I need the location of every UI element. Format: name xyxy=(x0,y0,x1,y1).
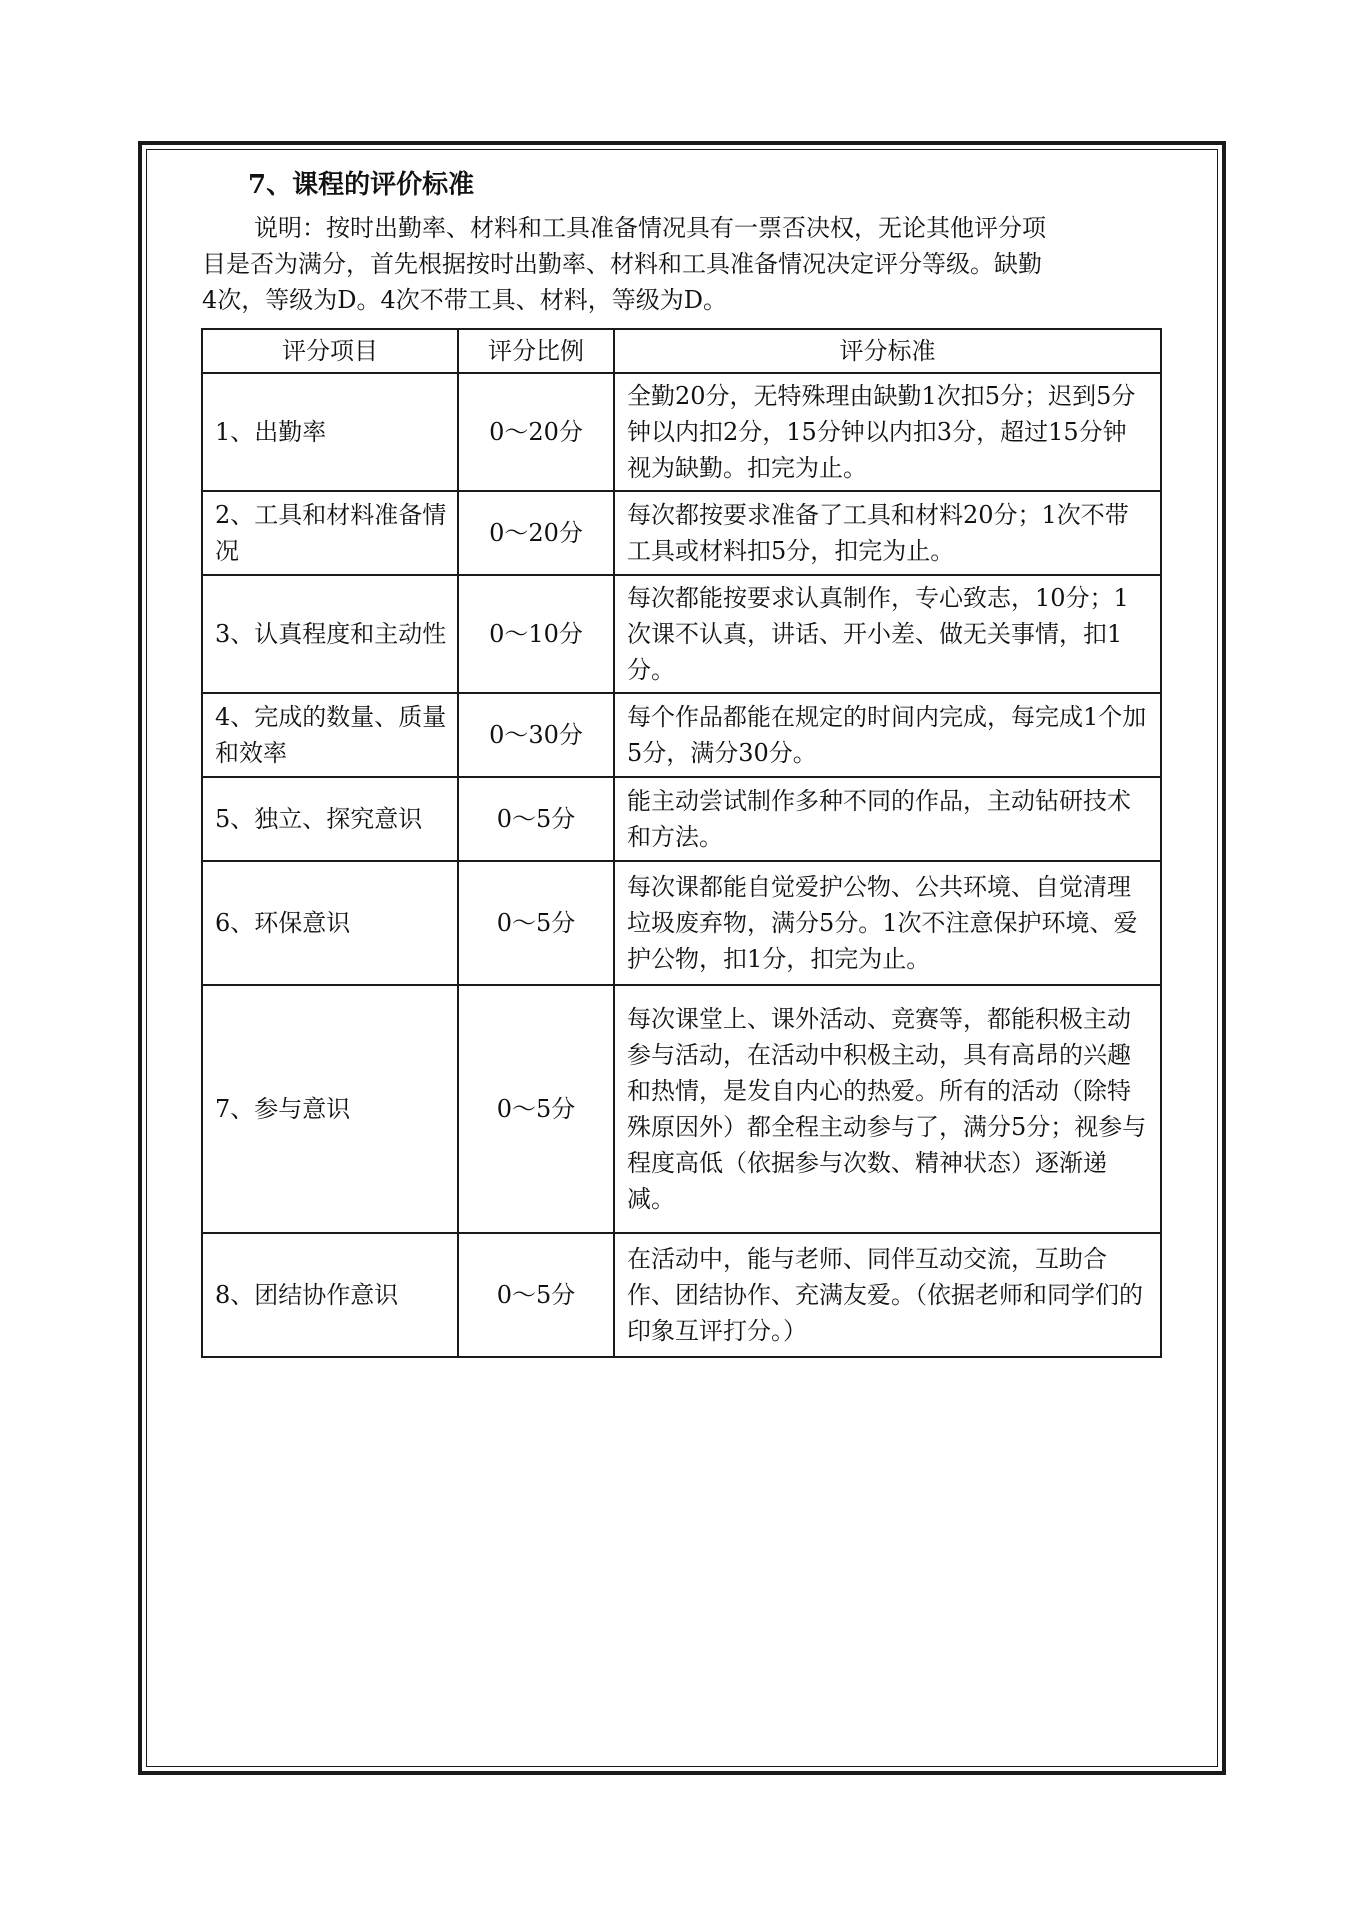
table-row xyxy=(202,985,1161,1233)
row-criteria: 全勤20分，无特殊理由缺勤1次扣5分；迟到5分钟以内扣2分，15分钟以内扣3分，超过15分钟视为缺勤。扣完为止。 xyxy=(614,373,1161,491)
section-title: 7、课程的评价标准 xyxy=(248,170,475,200)
intro-paragraph xyxy=(202,210,1162,318)
intro-line: 4次，等级为D。4次不带工具、材料，等级为D。 xyxy=(202,286,728,314)
row-criteria: 在活动中，能与老师、同伴互动交流，互助合作、团结协作、充满友爱。（依据老师和同学们的印象互评打分。） xyxy=(614,1233,1161,1357)
intro-line: 目是否为满分，首先根据按时出勤率、材料和工具准备情况决定评分等级。缺勤 xyxy=(202,250,1042,278)
row-item: 7、参与意识 xyxy=(202,985,458,1233)
row-criteria: 每次都能按要求认真制作，专心致志，10分；1次课不认真，讲话、开小差、做无关事情，扣1分。 xyxy=(614,575,1161,693)
row-item: 4、完成的数量、质量和效率 xyxy=(202,693,458,777)
table-row xyxy=(202,575,1161,693)
row-ratio: 0～20分 xyxy=(458,373,614,491)
row-ratio: 0～5分 xyxy=(458,985,614,1233)
row-ratio: 0～5分 xyxy=(458,1233,614,1357)
table-row xyxy=(202,373,1161,491)
table-row xyxy=(202,693,1161,777)
table-row xyxy=(202,861,1161,985)
row-item: 2、工具和材料准备情况 xyxy=(202,491,458,575)
table-header-row xyxy=(202,329,1161,373)
row-criteria: 每次都按要求准备了工具和材料20分；1次不带工具或材料扣5分，扣完为止。 xyxy=(614,491,1161,575)
row-ratio: 0～20分 xyxy=(458,491,614,575)
row-item: 5、独立、探究意识 xyxy=(202,777,458,861)
row-item: 3、认真程度和主动性 xyxy=(202,575,458,693)
header-item: 评分项目 xyxy=(202,329,458,373)
row-ratio: 0～30分 xyxy=(458,693,614,777)
row-item: 6、环保意识 xyxy=(202,861,458,985)
row-criteria: 每次课都能自觉爱护公物、公共环境、自觉清理垃圾废弃物，满分5分。1次不注意保护环境、爱护公物，扣1分，扣完为止。 xyxy=(614,861,1161,985)
header-criteria: 评分标准 xyxy=(614,329,1161,373)
table-row xyxy=(202,1233,1161,1357)
table-row xyxy=(202,491,1161,575)
intro-line: 说明：按时出勤率、材料和工具准备情况具有一票否决权，无论其他评分项 xyxy=(254,214,1046,242)
evaluation-table xyxy=(201,328,1162,1358)
row-criteria: 能主动尝试制作多种不同的作品，主动钻研技术和方法。 xyxy=(614,777,1161,861)
header-ratio: 评分比例 xyxy=(458,329,614,373)
row-ratio: 0～5分 xyxy=(458,861,614,985)
row-criteria: 每个作品都能在规定的时间内完成，每完成1个加5分，满分30分。 xyxy=(614,693,1161,777)
row-criteria: 每次课堂上、课外活动、竞赛等，都能积极主动参与活动，在活动中积极主动，具有高昂的兴趣和热情，是发自内心的热爱。所有的活动（除特殊原因外）都全程主动参与了，满分5分；视参与程度高低（依据参与次数、精神状态）逐渐递减。 xyxy=(614,985,1161,1233)
row-item: 8、团结协作意识 xyxy=(202,1233,458,1357)
table-row xyxy=(202,777,1161,861)
row-ratio: 0～10分 xyxy=(458,575,614,693)
row-item: 1、出勤率 xyxy=(202,373,458,491)
row-ratio: 0～5分 xyxy=(458,777,614,861)
